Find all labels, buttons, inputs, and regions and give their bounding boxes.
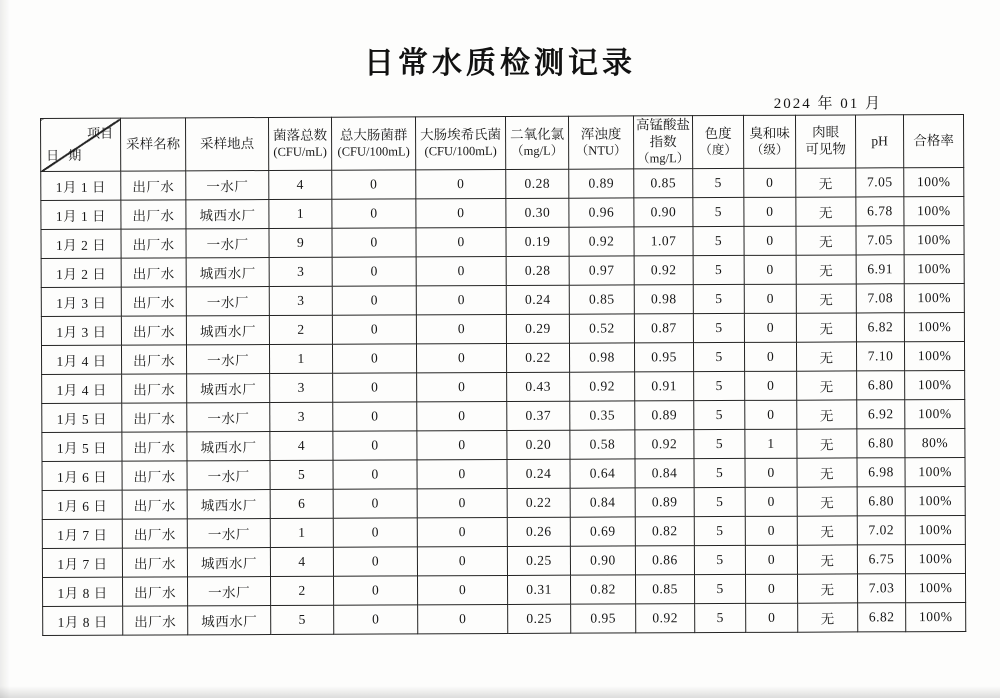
table-cell: 无 [796, 255, 856, 284]
table-cell: 0.95 [634, 343, 693, 372]
table-cell: 0 [744, 197, 796, 226]
table-cell: 100% [904, 341, 964, 370]
page-title: 日常水质检测记录 [364, 47, 636, 80]
table-cell: 100% [905, 573, 965, 602]
table-cell: 0 [332, 199, 416, 228]
table-cell: 0.90 [634, 198, 693, 227]
table-cell: 出厂水 [121, 200, 186, 229]
table-cell: 5 [694, 545, 745, 574]
table-row [43, 573, 966, 606]
table-cell: 1 [270, 518, 333, 547]
table-cell: 0.89 [569, 169, 634, 198]
table-cell: 0.85 [569, 285, 634, 314]
table-cell: 0 [334, 605, 418, 634]
table-cell: 0 [417, 430, 507, 459]
table-row [42, 370, 965, 403]
table-cell: 3 [270, 373, 333, 402]
table-cell: 城西水厂 [186, 258, 269, 287]
table-row [42, 399, 965, 432]
column-header: 浑浊度 （NTU） [568, 116, 633, 169]
column-header: 合格率 [903, 114, 963, 167]
table-row [43, 602, 966, 635]
report-month-label: 2024 年 01 月 [773, 96, 882, 112]
table-row [41, 312, 964, 345]
column-header: 二氧化氯 （mg/L） [505, 116, 568, 169]
table-row [42, 515, 965, 548]
table-cell: 出厂水 [122, 461, 187, 490]
table-cell: 100% [905, 486, 965, 515]
table-row [41, 341, 964, 374]
table-cell: 无 [796, 197, 856, 226]
table-cell: 1月 5 日 [42, 403, 122, 432]
table-cell: 1月 4 日 [41, 345, 121, 374]
table-cell: 一水厂 [187, 460, 270, 489]
table-cell: 0.22 [507, 488, 570, 517]
table-cell: 100% [905, 399, 965, 428]
header-row [41, 114, 964, 171]
table-cell: 0 [333, 373, 417, 402]
column-header: 采样地点 [186, 118, 269, 171]
table-cell: 1月 8 日 [43, 577, 123, 606]
table-cell: 城西水厂 [187, 374, 270, 403]
table-cell: 0.92 [634, 256, 693, 285]
table-cell: 0 [333, 460, 417, 489]
table-cell: 出厂水 [121, 229, 186, 258]
table-cell: 0 [418, 604, 508, 633]
table-cell: 0.95 [571, 604, 636, 633]
table-cell: 5 [693, 168, 744, 197]
table-cell: 0 [332, 257, 416, 286]
table-cell: 0.19 [506, 227, 569, 256]
table-cell: 100% [905, 457, 965, 486]
table-cell: 100% [904, 196, 964, 225]
table-cell: 0.87 [634, 314, 693, 343]
table-cell: 出厂水 [123, 577, 188, 606]
table-cell: 0 [416, 343, 506, 372]
table-cell: 无 [796, 226, 856, 255]
table-cell: 6.92 [857, 400, 905, 429]
table-cell: 0.31 [508, 575, 571, 604]
table-cell: 5 [694, 574, 745, 603]
table-cell: 100% [905, 515, 965, 544]
table-cell: 无 [797, 371, 857, 400]
table-cell: 一水厂 [187, 518, 270, 547]
table-cell: 0.96 [569, 198, 634, 227]
table-cell: 0.37 [507, 401, 570, 430]
table-cell: 7.02 [857, 516, 905, 545]
table-cell: 0.52 [569, 314, 634, 343]
table-cell: 0 [416, 314, 506, 343]
table-cell: 4 [269, 170, 332, 199]
table-cell: 1月 8 日 [43, 606, 123, 635]
table-cell: 出厂水 [121, 345, 186, 374]
table-cell: 0 [744, 255, 796, 284]
table-cell: 1月 2 日 [41, 229, 121, 258]
table-cell: 100% [904, 167, 964, 196]
table-cell: 无 [797, 429, 857, 458]
table-cell: 0.92 [635, 430, 694, 459]
table-cell: 7.05 [856, 226, 904, 255]
table-cell: 100% [904, 254, 964, 283]
table-cell: 0 [333, 402, 417, 431]
table-row [41, 254, 964, 287]
table-cell: 1.07 [634, 227, 693, 256]
table-cell: 0 [745, 516, 797, 545]
table-cell: 0 [746, 603, 798, 632]
table-cell: 出厂水 [122, 403, 187, 432]
table-cell: 0.29 [506, 314, 569, 343]
table-cell: 0 [418, 575, 508, 604]
column-header: 肉眼 可见物 [795, 115, 855, 168]
table-cell: 4 [270, 547, 333, 576]
column-header: 总大肠菌群 (CFU/100mL) [331, 117, 415, 170]
table-cell: 无 [796, 284, 856, 313]
table-cell: 0.24 [506, 285, 569, 314]
table-cell: 0 [417, 517, 507, 546]
table-cell: 3 [269, 286, 332, 315]
table-cell: 0.89 [635, 488, 694, 517]
table-cell: 0.92 [569, 227, 634, 256]
table-cell: 0.82 [635, 517, 694, 546]
table-cell: 1月 6 日 [42, 490, 122, 519]
table-cell: 城西水厂 [187, 547, 270, 576]
table-cell: 无 [797, 487, 857, 516]
table-cell: 0.84 [635, 459, 694, 488]
table-cell: 城西水厂 [187, 432, 270, 461]
table-cell: 0 [334, 576, 418, 605]
table-cell: 100% [905, 544, 965, 573]
table-cell: 0.92 [570, 372, 635, 401]
table-cell: 无 [796, 342, 856, 371]
table-cell: 1月 5 日 [42, 432, 122, 461]
table-cell: 0 [332, 228, 416, 257]
table-cell: 0.28 [506, 256, 569, 285]
table-cell: 2 [269, 315, 332, 344]
table-cell: 3 [270, 402, 333, 431]
table-cell: 5 [694, 487, 745, 516]
table-cell: 0 [417, 546, 507, 575]
table-cell: 0.28 [506, 169, 569, 198]
table-cell: 0 [332, 344, 416, 373]
column-header: 臭和味 （级） [743, 115, 795, 168]
table-cell: 6.80 [857, 429, 905, 458]
table-cell: 0 [416, 169, 506, 198]
table-cell: 6.80 [857, 371, 905, 400]
table-cell: 0.35 [570, 401, 635, 430]
table-cell: 0.84 [570, 488, 635, 517]
table-cell: 0.30 [506, 198, 569, 227]
table-cell: 0.91 [635, 372, 694, 401]
table-cell: 0 [332, 315, 416, 344]
table-cell: 1月 3 日 [41, 316, 121, 345]
table-cell: 100% [906, 602, 966, 631]
table-cell: 0 [332, 170, 416, 199]
table-cell: 0.43 [507, 372, 570, 401]
table-cell: 1 [745, 429, 797, 458]
table-cell: 一水厂 [186, 345, 269, 374]
table-cell: 无 [798, 603, 858, 632]
table-cell: 1月 4 日 [42, 374, 122, 403]
table-cell: 6.80 [857, 487, 905, 516]
table-cell: 5 [695, 603, 746, 632]
table-cell: 出厂水 [121, 171, 186, 200]
table-cell: 一水厂 [188, 576, 271, 605]
table-cell: 5 [694, 429, 745, 458]
table-cell: 出厂水 [123, 606, 188, 635]
table-cell: 1月 1 日 [41, 171, 121, 200]
table-cell: 100% [904, 283, 964, 312]
table-cell: 0.85 [634, 169, 693, 198]
table-cell: 0 [416, 198, 506, 227]
table-cell: 4 [270, 431, 333, 460]
column-header: 采样名称 [121, 118, 186, 171]
table-cell: 出厂水 [122, 374, 187, 403]
table-cell: 城西水厂 [186, 200, 269, 229]
table-row [42, 544, 965, 577]
table-cell: 6.82 [858, 603, 906, 632]
table-cell: 一水厂 [186, 287, 269, 316]
table-cell: 100% [905, 370, 965, 399]
table-cell: 0.92 [636, 604, 695, 633]
table-cell: 出厂水 [122, 519, 187, 548]
table-cell: 出厂水 [122, 490, 187, 519]
table-cell: 5 [693, 284, 744, 313]
table-cell: 出厂水 [121, 258, 186, 287]
table-cell: 6.82 [856, 313, 904, 342]
table-cell: 5 [271, 605, 334, 634]
table-cell: 1月 7 日 [42, 519, 122, 548]
table-cell: 0 [744, 342, 796, 371]
table-cell: 0 [744, 226, 796, 255]
table-cell: 6.75 [857, 545, 905, 574]
table-cell: 3 [269, 257, 332, 286]
table-cell: 0 [745, 400, 797, 429]
corner-label-date: 日 期 [46, 147, 85, 163]
table-cell: 出厂水 [121, 287, 186, 316]
table-cell: 80% [905, 428, 965, 457]
table-cell: 出厂水 [121, 316, 186, 345]
table-cell: 100% [904, 225, 964, 254]
table-cell: 5 [694, 371, 745, 400]
table-cell: 0 [744, 284, 796, 313]
table-cell: 0 [416, 256, 506, 285]
table-cell: 城西水厂 [186, 316, 269, 345]
table-cell: 0 [417, 372, 507, 401]
table-cell: 无 [797, 400, 857, 429]
table-cell: 0.90 [570, 546, 635, 575]
corner-label-item: 项目 [87, 125, 114, 141]
table-row [42, 457, 965, 490]
table-cell: 0.98 [634, 285, 693, 314]
table-cell: 0 [333, 489, 417, 518]
table-cell: 0.85 [635, 575, 694, 604]
table-cell: 无 [797, 516, 857, 545]
table-cell: 1 [269, 344, 332, 373]
table-cell: 5 [694, 400, 745, 429]
table-cell: 1月 3 日 [41, 287, 121, 316]
table-row [41, 283, 964, 316]
table-cell: 5 [270, 460, 333, 489]
table-cell: 0 [744, 313, 796, 342]
table-cell: 0 [333, 547, 417, 576]
table-cell: 0 [333, 518, 417, 547]
table-body [41, 167, 966, 635]
column-header: 高锰酸盐 指数 （mg/L） [633, 116, 692, 169]
table-cell: 出厂水 [122, 432, 187, 461]
table-cell: 0 [417, 459, 507, 488]
table-cell: 5 [693, 197, 744, 226]
table-cell: 0.25 [508, 604, 571, 633]
table-cell: 2 [271, 576, 334, 605]
table-cell: 一水厂 [186, 229, 269, 258]
table-cell: 0 [417, 488, 507, 517]
table-row [41, 225, 964, 258]
table-row [42, 486, 965, 519]
table-cell: 0.98 [569, 343, 634, 372]
table-cell: 0.89 [635, 401, 694, 430]
table-row [41, 196, 964, 229]
table-cell: 5 [693, 255, 744, 284]
table-cell: 0.82 [570, 575, 635, 604]
table-cell: 0.64 [570, 459, 635, 488]
table-cell: 出厂水 [122, 548, 187, 577]
table-cell: 0 [745, 574, 797, 603]
table-cell: 0 [332, 286, 416, 315]
table-cell: 0.69 [570, 517, 635, 546]
table-cell: 无 [797, 545, 857, 574]
table-cell: 6.91 [856, 255, 904, 284]
table-cell: 0.20 [507, 430, 570, 459]
table-cell: 0 [416, 227, 506, 256]
table-cell: 7.03 [857, 574, 905, 603]
table-cell: 6.98 [857, 458, 905, 487]
table-cell: 5 [694, 516, 745, 545]
table-cell: 6 [270, 489, 333, 518]
table-cell: 0 [333, 431, 417, 460]
column-header: pH [855, 115, 903, 168]
table-cell: 无 [796, 313, 856, 342]
table-cell: 0 [745, 487, 797, 516]
table-cell: 0 [745, 545, 797, 574]
table-cell: 0.22 [506, 343, 569, 372]
table-cell: 城西水厂 [188, 605, 271, 634]
table-cell: 5 [694, 458, 745, 487]
table-cell: 1月 1 日 [41, 200, 121, 229]
table-cell: 0.26 [507, 517, 570, 546]
table-cell: 7.08 [856, 284, 904, 313]
table-cell: 1月 6 日 [42, 461, 122, 490]
table-row [42, 428, 965, 461]
table-cell: 0 [417, 401, 507, 430]
water-quality-table [40, 114, 966, 636]
table-cell: 1月 2 日 [41, 258, 121, 287]
table-cell: 6.78 [856, 197, 904, 226]
table-cell: 0.86 [635, 546, 694, 575]
table-cell: 0 [416, 285, 506, 314]
table-cell: 0.97 [569, 256, 634, 285]
table-row [41, 167, 964, 200]
table-cell: 0.25 [507, 546, 570, 575]
column-header: 大肠埃希氏菌 (CFU/100mL) [415, 116, 505, 169]
table-cell: 1 [269, 199, 332, 228]
table-cell: 9 [269, 228, 332, 257]
table-cell: 7.05 [856, 168, 904, 197]
table-cell: 5 [693, 342, 744, 371]
table-cell: 7.10 [856, 342, 904, 371]
table-cell: 无 [797, 458, 857, 487]
table-cell: 0 [744, 168, 796, 197]
column-header: 菌落总数 (CFU/mL) [269, 117, 332, 170]
table-cell: 0 [745, 458, 797, 487]
table-cell: 5 [693, 226, 744, 255]
corner-header-cell [41, 118, 121, 171]
table-cell: 100% [904, 312, 964, 341]
table-cell: 一水厂 [186, 171, 269, 200]
table-cell: 无 [797, 574, 857, 603]
column-header: 色度 （度） [692, 115, 743, 168]
table-cell: 无 [796, 168, 856, 197]
table-cell: 一水厂 [187, 403, 270, 432]
table-cell: 0.24 [507, 459, 570, 488]
table-cell: 1月 7 日 [42, 548, 122, 577]
table-cell: 5 [693, 313, 744, 342]
table-cell: 城西水厂 [187, 489, 270, 518]
table-cell: 0.58 [570, 430, 635, 459]
table-cell: 0 [745, 371, 797, 400]
